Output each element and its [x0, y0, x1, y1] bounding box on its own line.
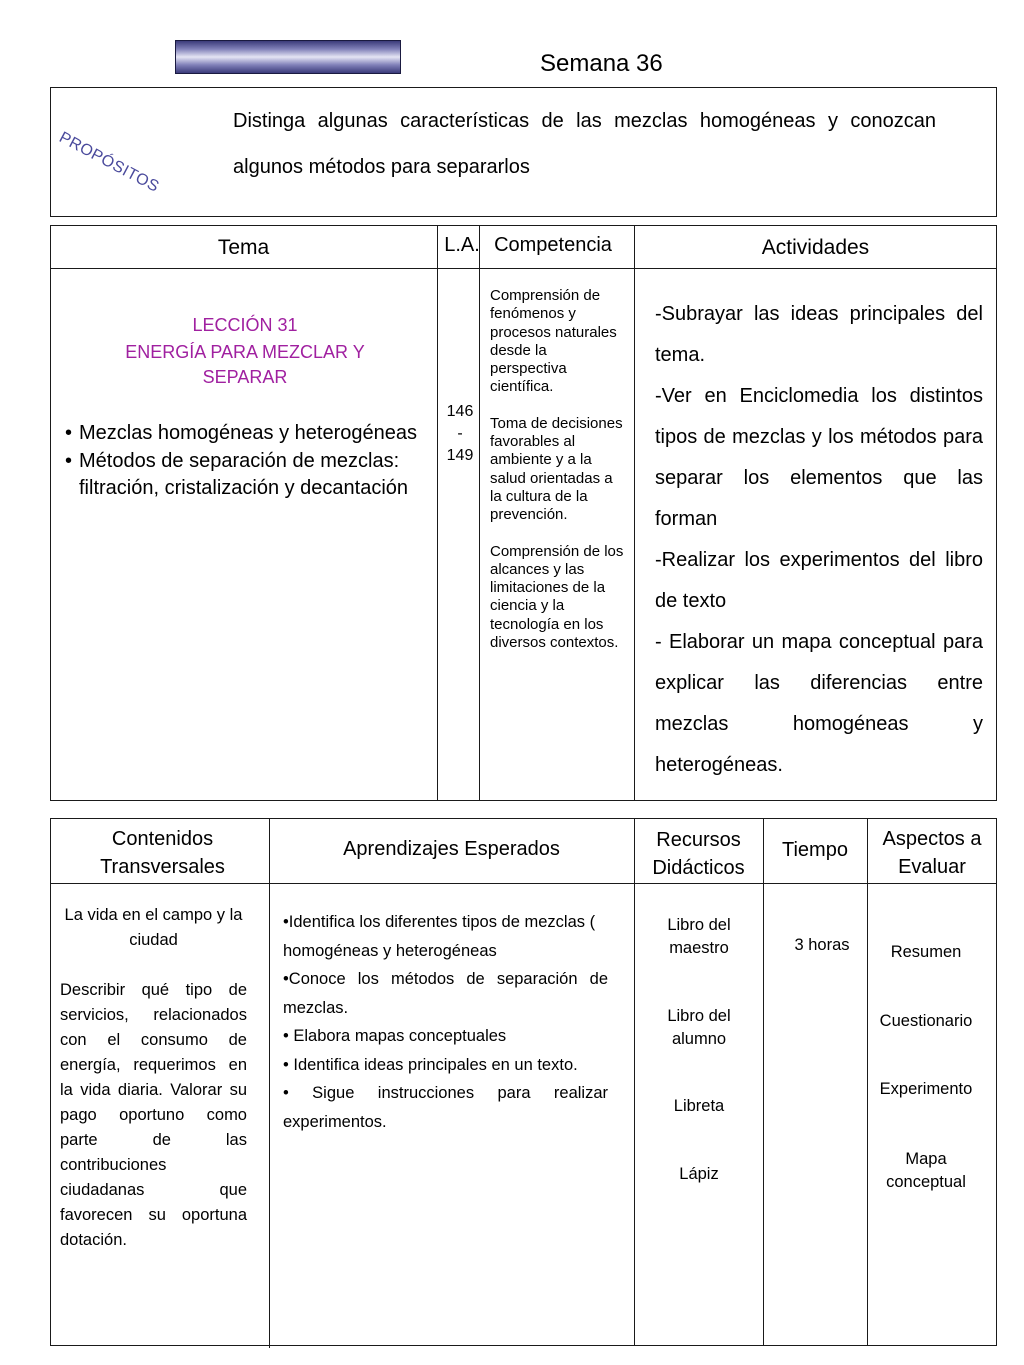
- competencia-item: Toma de decisiones favorables al ambiente y a la salud orientadas a la cultura de la prevención.: [490, 414, 623, 524]
- tiempo-value: 3 horas: [794, 936, 850, 954]
- actividad-item: - Elaborar un mapa conceptual para explicar las diferencias entre mezclas homogéneas y heterogéneas.: [655, 631, 983, 776]
- header-recursos: Recursos Didácticos: [652, 829, 745, 879]
- competencias: [490, 287, 625, 652]
- header-la: L.A.: [444, 234, 480, 256]
- contenidos-text: Describir qué tipo de servicios, relacionados con el consumo de energía, requerimos en la vida diaria. Valorar su pago oportuno como parte de las contribuciones ciudadanas que favorecen su oportuna dotación.: [60, 981, 247, 1249]
- aspecto-item: Mapa conceptual: [886, 1150, 966, 1191]
- actividad-item: -Realizar los experimentos del libro de texto: [655, 549, 983, 612]
- recurso-item: Libro del alumno: [667, 1007, 731, 1048]
- aspecto-item: Cuestionario: [879, 1012, 973, 1030]
- topic-list: [65, 420, 425, 503]
- pages-range: [437, 401, 483, 467]
- lesson-title: ENERGÍA PARA MEZCLAR Y SEPARAR: [125, 342, 365, 387]
- topic-item: • Mezclas homogéneas y heterogéneas: [79, 420, 425, 448]
- aprendizaje-item: • Elabora mapas conceptuales: [283, 1027, 507, 1045]
- header-competencia: Competencia: [494, 234, 612, 256]
- header-tab: [175, 40, 401, 74]
- header-aspectos: Aspectos a Evaluar: [882, 828, 982, 878]
- aprendizaje-item: • Identifica ideas principales en un texto.: [283, 1055, 578, 1074]
- aprendizaje-item: •Conoce los métodos de separación de mezclas.: [283, 970, 608, 1017]
- purpose-label: PROPÓSITOS: [56, 129, 162, 196]
- recurso-item: Libreta: [673, 1097, 725, 1115]
- competencia-item: Comprensión de fenómenos y procesos naturales desde la perspectiva científica.: [490, 287, 617, 396]
- aprendizaje-item: • Sigue instrucciones para realizar experimentos.: [283, 1084, 608, 1131]
- aprendizaje-item: •Identifica los diferentes tipos de mezclas ( homogéneas y heterogéneas: [283, 913, 596, 960]
- recurso-item: Libro del maestro: [667, 916, 731, 957]
- aprendizajes-list: [283, 908, 608, 1136]
- header-tiempo: Tiempo: [782, 839, 848, 861]
- page-sep: -: [457, 425, 463, 442]
- recurso-item: Lápiz: [679, 1165, 719, 1183]
- header-contenidos: Contenidos Transversales: [100, 828, 225, 878]
- lesson-number: LECCIÓN 31: [192, 315, 298, 335]
- actividad-item: -Ver en Enciclomedia los distintos tipos de mezclas y los métodos para separar los elementos que las forman: [655, 385, 983, 530]
- header-tema: Tema: [217, 236, 270, 259]
- competencia-item: Comprensión de los alcances y las limitaciones de la ciencia y la tecnología en los diversos contextos.: [490, 542, 624, 652]
- actividades-list: [655, 294, 983, 786]
- header-aprendizajes: Aprendizajes Esperados: [343, 838, 560, 860]
- week-label: Semana 36: [540, 50, 663, 77]
- aspecto-item: Experimento: [879, 1080, 973, 1098]
- purpose-text: Distinga algunas características de las mezclas homogéneas y conozcan algunos métodos para separarlos: [233, 110, 936, 178]
- contenidos-title: La vida en el campo y la ciudad: [64, 906, 243, 949]
- page-from: 146: [446, 403, 474, 420]
- actividad-item: -Subrayar las ideas principales del tema.: [655, 303, 983, 366]
- aspecto-item: Resumen: [890, 943, 962, 961]
- header-actividades: Actividades: [761, 236, 870, 259]
- topic-item: • Métodos de separación de mezclas: filtración, cristalización y decantación: [79, 448, 425, 503]
- page-to: 149: [446, 447, 474, 464]
